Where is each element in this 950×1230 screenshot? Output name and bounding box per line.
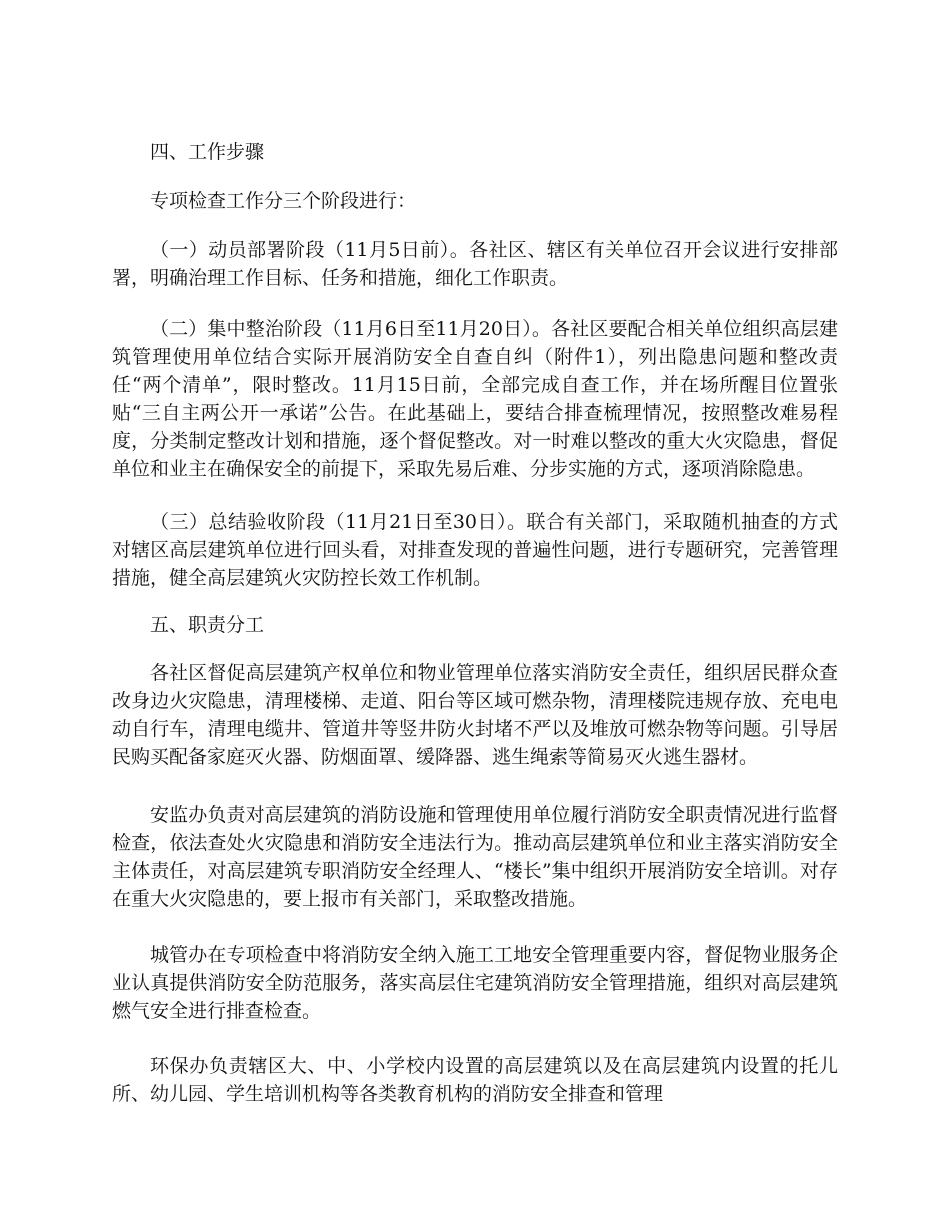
paragraph-duty-env-office: 环保办负责辖区大、中、小学校内设置的高层建筑以及在高层建筑内设置的托儿所、幼儿园、学生培训机构等各类教育机构的消防安全排查和管理 bbox=[112, 1055, 838, 1105]
paragraph-duty-urban-office: 城管办在专项检查中将消防安全纳入施工工地安全管理重要内容，督促物业服务企业认真提供消防安全防范服务，落实高层住宅建筑消防安全管理措施，组织对高层建筑燃气安全进行排查检查。 bbox=[112, 944, 838, 1022]
paragraph-duty-safety-office: 安监办负责对高层建筑的消防设施和管理使用单位履行消防安全职责情况进行监督检查，依法查处火灾隐患和消防安全违法行为。推动高层建筑单位和业主落实消防安全主体责任，对高层建筑专职消防安全经理人、“楼长”集中组织开展消防安全培训。对存在重大火灾隐患的，要上报市有关部门，采取整改措施。 bbox=[112, 804, 838, 910]
paragraph-intro: 专项检查工作分三个阶段进行： bbox=[150, 190, 417, 212]
paragraph-duty-community: 各社区督促高层建筑产权单位和物业管理单位落实消防安全责任，组织居民群众查改身边火灾隐患，清理楼梯、走道、阳台等区域可燃杂物，清理楼院违规存放、充电电动自行车，清理电缆井、管道井等竖井防火封堵不严以及堆放可燃杂物等问题。引导居民购买配备家庭灭火器、防烟面罩、缓降器、逃生绳索等简易灭火逃生器材。 bbox=[112, 662, 838, 768]
paragraph-stage-2: （二）集中整治阶段（11月6日至11月20日）。各社区要配合相关单位组织高层建筑管理使用单位结合实际开展消防安全自查自纠（附件1），列出隐患问题和整改责任“两个清单”，限时整改。11月15日前，全部完成自查工作，并在场所醒目位置张贴“三自主两公开一承诺”公告。在此基础上，要结合排查梳理情况，按照整改难易程度，分类制定整改计划和措施，逐个督促整改。对一时难以整改的重大火灾隐患，督促单位和业主在确保安全的前提下，采取先易后难、分步实施的方式，逐项消除隐患。 bbox=[112, 318, 838, 480]
section-heading-duties: 五、职责分工 bbox=[150, 614, 265, 636]
section-heading-work-steps: 四、工作步骤 bbox=[150, 141, 265, 163]
paragraph-stage-3: （三）总结验收阶段（11月21日至30日）。联合有关部门，采取随机抽查的方式对辖区高层建筑单位进行回头看，对排查发现的普遍性问题，进行专题研究，完善管理措施，健全高层建筑火灾防控长效工作机制。 bbox=[112, 511, 838, 589]
paragraph-stage-1: （一）动员部署阶段（11月5日前）。各社区、辖区有关单位召开会议进行安排部署，明确治理工作目标、任务和措施，细化工作职责。 bbox=[112, 239, 838, 289]
